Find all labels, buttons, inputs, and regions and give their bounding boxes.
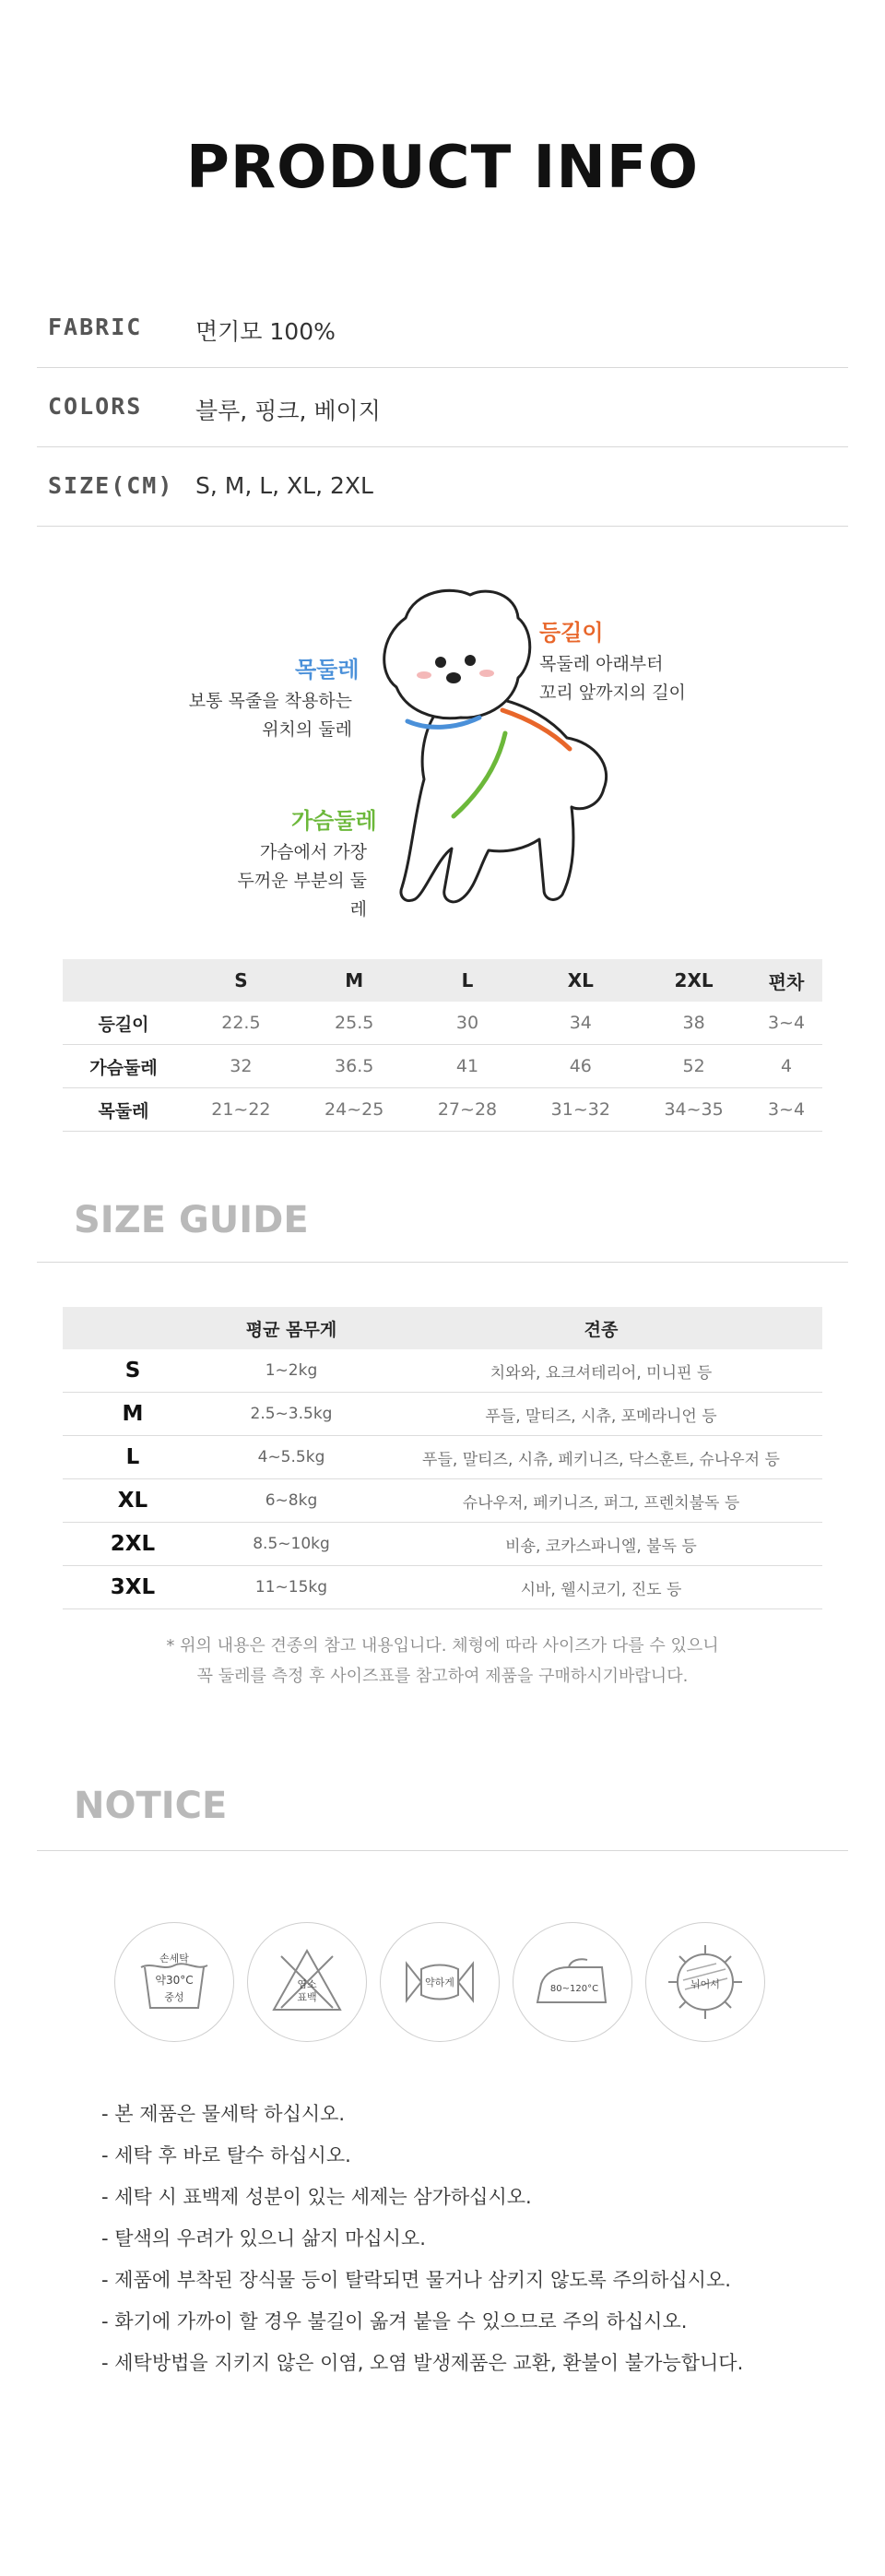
- row-label: 목둘레: [63, 1088, 184, 1132]
- dog-right-eye: [465, 655, 476, 666]
- size-header-cell: L: [411, 959, 525, 1002]
- back-desc-line: 목둘레 아래부터: [539, 654, 664, 674]
- table-row: [63, 1523, 822, 1566]
- notice-list: [101, 2094, 743, 2384]
- neck-title: 목둘레: [295, 657, 360, 683]
- size-guide-divider: [37, 1262, 848, 1263]
- table-row: [63, 1349, 822, 1393]
- hand-wash-detergent: 중성: [164, 1991, 184, 2003]
- colors-label: COLORS: [48, 393, 143, 420]
- info-row-colors: [37, 367, 848, 447]
- guide-breeds: 치와와, 요크셔테리어, 미니핀 등: [380, 1349, 822, 1393]
- neck-desc-line: 위치의 둘레: [262, 719, 352, 740]
- guide-header-cell: 평균 몸무게: [203, 1307, 380, 1349]
- chest-title: 가슴둘레: [291, 808, 377, 834]
- size-guide-title: SIZE GUIDE: [74, 1199, 309, 1241]
- guide-weight: 8.5~10kg: [203, 1523, 380, 1566]
- table-cell: 38: [637, 1002, 750, 1045]
- chest-desc: [221, 838, 367, 924]
- iron-icon: [513, 1922, 632, 2042]
- chest-desc-line: 가슴에서 가장: [259, 842, 367, 862]
- table-row: [63, 1045, 822, 1088]
- table-row: [63, 1566, 822, 1609]
- dog-nose: [446, 672, 461, 683]
- size-header-cell: S: [184, 959, 298, 1002]
- guide-weight: 11~15kg: [203, 1566, 380, 1609]
- table-cell: 46: [524, 1045, 637, 1088]
- list-item: - 본 제품은 물세탁 하십시오.: [101, 2103, 346, 2125]
- size-header-cell: 편차: [750, 959, 822, 1002]
- dog-head: [384, 590, 530, 718]
- iron-temp: 80~120°C: [549, 1984, 599, 1994]
- list-item: - 화기에 가까이 할 경우 불길이 옮겨 붙을 수 있으므로 주의 하십시오.: [101, 2310, 688, 2333]
- hand-wash-label: 손세탁: [159, 1953, 189, 1965]
- flat-dry-label: 뉘어서: [690, 1978, 720, 1990]
- guide-size: 2XL: [63, 1523, 203, 1566]
- size-table: [63, 959, 822, 1132]
- table-row: [63, 1002, 822, 1045]
- guide-breeds: 슈나우저, 페키니즈, 퍼그, 프렌치불독 등: [380, 1479, 822, 1523]
- size-header-cell: XL: [524, 959, 637, 1002]
- list-item: - 세탁방법을 지키지 않은 이염, 오염 발생제품은 교환, 환불이 불가능합니다.: [101, 2352, 744, 2374]
- table-cell: 41: [411, 1045, 525, 1088]
- table-row: [63, 1436, 822, 1479]
- guide-weight: 4~5.5kg: [203, 1436, 380, 1479]
- chest-desc-line: 두꺼운 부분의 둘레: [237, 871, 367, 920]
- no-bleach-label: 염소: [297, 1978, 317, 1990]
- table-row: [63, 1393, 822, 1436]
- note-line: * 위의 내용은 견종의 참고 내용입니다. 체형에 따라 사이즈가 다를 수 있으니: [166, 1636, 719, 1656]
- no-bleach-label: 표백: [297, 1991, 317, 2003]
- hand-wash-icon: [114, 1922, 234, 2042]
- table-cell: 36.5: [298, 1045, 411, 1088]
- table-cell: 22.5: [184, 1002, 298, 1045]
- note-line: 꼭 둘레를 측정 후 사이즈표를 참고하여 제품을 구매하시기바랍니다.: [196, 1667, 689, 1686]
- notice-title: NOTICE: [74, 1785, 228, 1827]
- size-guide-table: [63, 1307, 822, 1609]
- size-header-cell: [63, 959, 184, 1002]
- back-desc-line: 꼬리 앞까지의 길이: [539, 683, 686, 703]
- size-guide-note: [0, 1631, 885, 1692]
- list-item: - 세탁 시 표백제 성분이 있는 세제는 삼가하십시오.: [101, 2186, 532, 2208]
- list-item: - 탈색의 우려가 있으니 삶지 마십시오.: [101, 2227, 426, 2250]
- page-title: PRODUCT INFO: [185, 134, 700, 202]
- guide-breeds: 비숑, 코카스파니엘, 불독 등: [380, 1523, 822, 1566]
- dog-right-cheek: [479, 670, 494, 677]
- guide-size: 3XL: [63, 1566, 203, 1609]
- gentle-wring-icon: [380, 1922, 500, 2042]
- table-row: [63, 1088, 822, 1132]
- table-cell: 24~25: [298, 1088, 411, 1132]
- guide-size: L: [63, 1436, 203, 1479]
- guide-header-cell: [63, 1307, 203, 1349]
- size-header-cell: M: [298, 959, 411, 1002]
- table-cell: 27~28: [411, 1088, 525, 1132]
- size-label: SIZE(CM): [48, 472, 174, 499]
- table-cell: 34~35: [637, 1088, 750, 1132]
- table-cell: 3~4: [750, 1002, 822, 1045]
- gentle-wring-label: 약하게: [425, 1977, 454, 1988]
- back-title: 등길이: [539, 620, 604, 646]
- guide-breeds: 푸들, 말티즈, 시츄, 페키니즈, 닥스훈트, 슈나우저 등: [380, 1436, 822, 1479]
- guide-breeds: 푸들, 말티즈, 시츄, 포메라니언 등: [380, 1393, 822, 1436]
- guide-size: M: [63, 1393, 203, 1436]
- notice-divider: [37, 1850, 848, 1851]
- row-label: 가슴둘레: [63, 1045, 184, 1088]
- size-header-cell: 2XL: [637, 959, 750, 1002]
- guide-size: XL: [63, 1479, 203, 1523]
- guide-breeds: 시바, 웰시코기, 진도 등: [380, 1566, 822, 1609]
- no-bleach-icon: [247, 1922, 367, 2042]
- table-cell: 52: [637, 1045, 750, 1088]
- table-cell: 32: [184, 1045, 298, 1088]
- hand-wash-temp: 약30°C: [155, 1974, 194, 1987]
- table-cell: 21~22: [184, 1088, 298, 1132]
- list-item: - 세탁 후 바로 탈수 하십시오.: [101, 2144, 351, 2166]
- fabric-value: 면기모 100%: [195, 318, 336, 345]
- table-cell: 3~4: [750, 1088, 822, 1132]
- table-row: [63, 1479, 822, 1523]
- guide-weight: 1~2kg: [203, 1349, 380, 1393]
- size-value: S, M, L, XL, 2XL: [195, 472, 373, 499]
- guide-size: S: [63, 1349, 203, 1393]
- guide-weight: 2.5~3.5kg: [203, 1393, 380, 1436]
- row-label: 등길이: [63, 1002, 184, 1045]
- table-cell: 31~32: [524, 1088, 637, 1132]
- dog-left-eye: [435, 657, 446, 668]
- guide-table-header: [63, 1307, 822, 1349]
- colors-value: 블루, 핑크, 베이지: [195, 398, 381, 424]
- guide-weight: 6~8kg: [203, 1479, 380, 1523]
- list-item: - 제품에 부착된 장식물 등이 탈락되면 물거나 삼키지 않도록 주의하십시오.: [101, 2269, 731, 2291]
- table-cell: 34: [524, 1002, 637, 1045]
- neck-desc: [184, 687, 352, 744]
- dog-left-cheek: [417, 671, 431, 679]
- table-cell: 25.5: [298, 1002, 411, 1045]
- flat-dry-icon: [645, 1922, 765, 2042]
- info-row-fabric: [37, 288, 848, 368]
- guide-header-cell: 견종: [380, 1307, 822, 1349]
- size-table-header: [63, 959, 822, 1002]
- info-row-size: [37, 446, 848, 527]
- back-desc: [539, 650, 686, 707]
- table-cell: 4: [750, 1045, 822, 1088]
- neck-desc-line: 보통 목줄을 착용하는: [188, 691, 352, 711]
- table-cell: 30: [411, 1002, 525, 1045]
- fabric-label: FABRIC: [48, 314, 143, 340]
